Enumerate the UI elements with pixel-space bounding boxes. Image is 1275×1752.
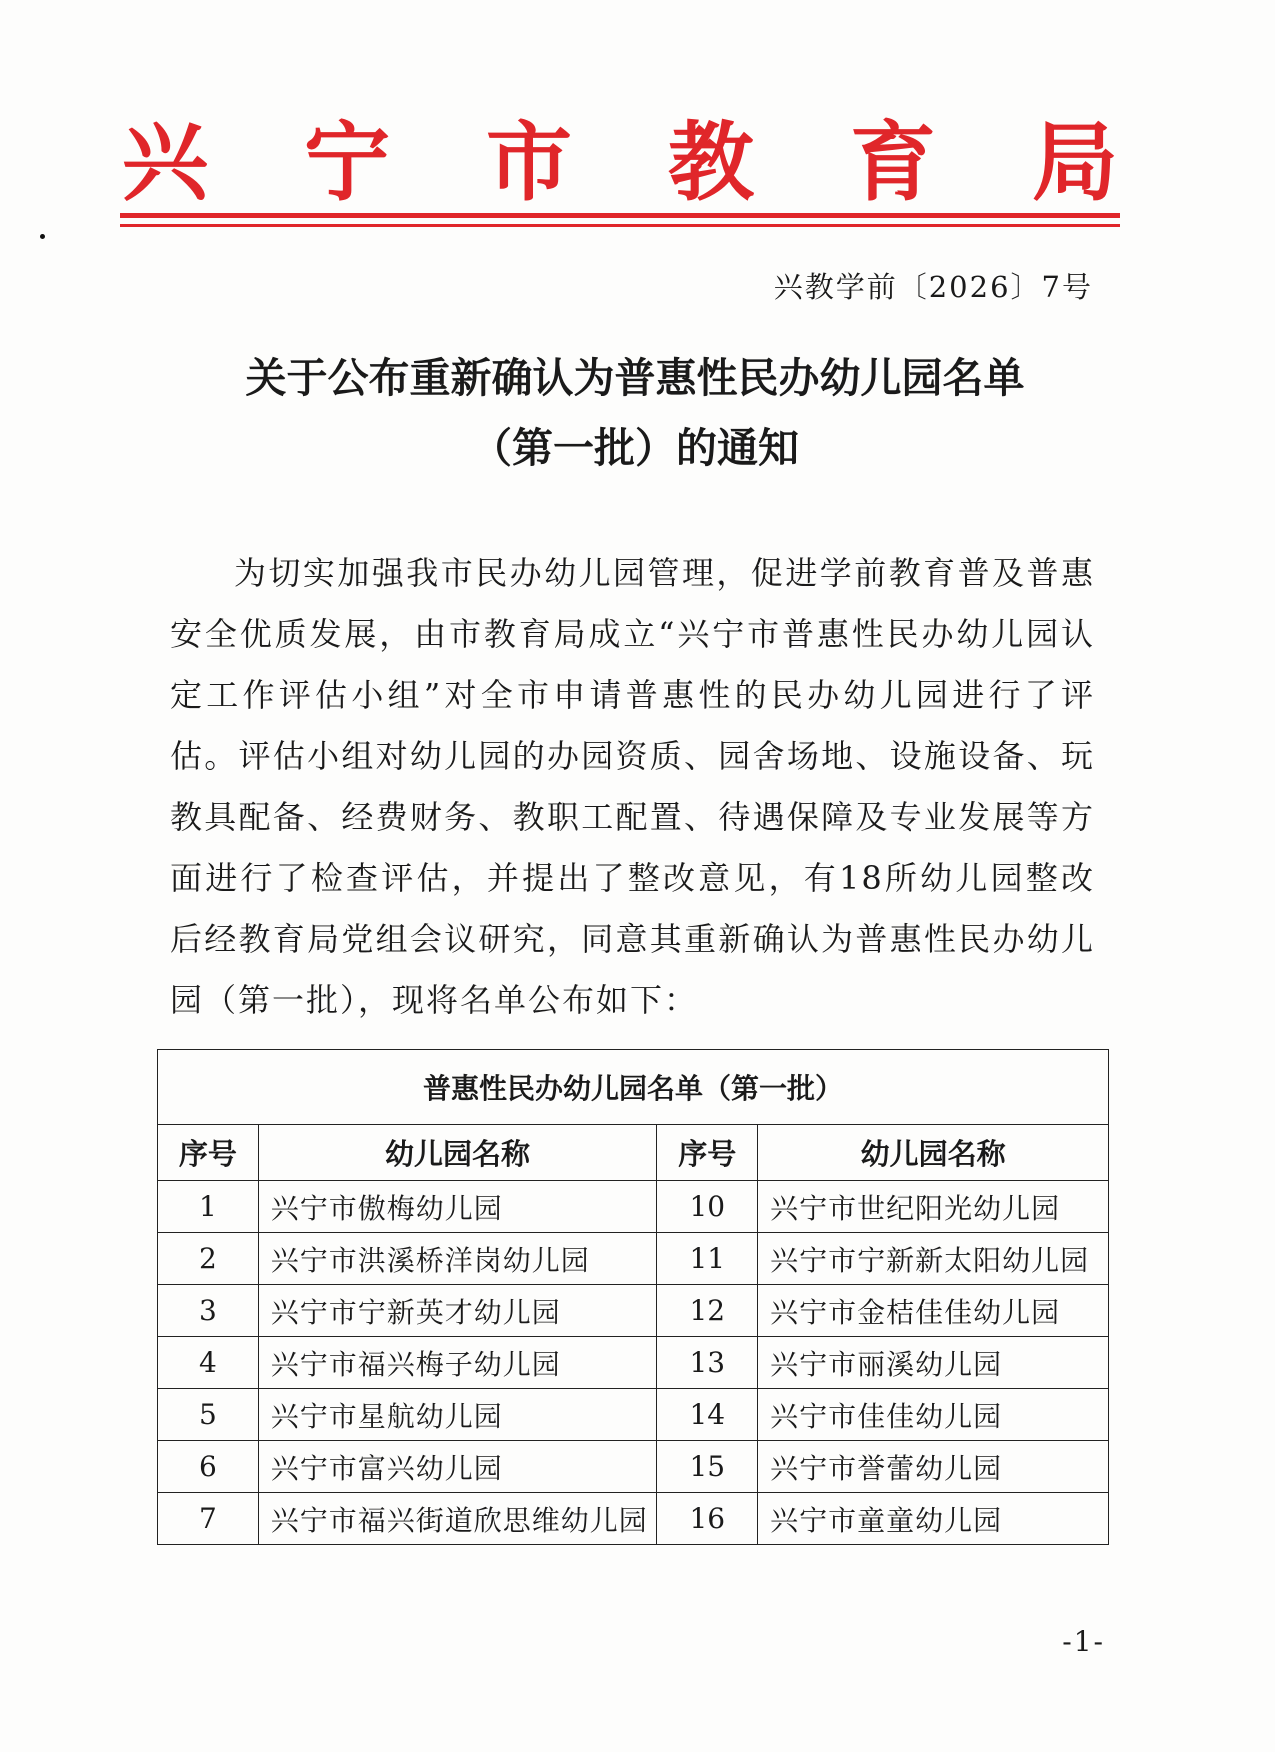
document-number: 兴教学前〔2026〕7号 bbox=[773, 270, 1093, 304]
organization-header bbox=[120, 100, 1120, 213]
table-row bbox=[158, 1389, 1109, 1441]
row-seq: 2 bbox=[158, 1233, 259, 1285]
page-number: -1- bbox=[1062, 1625, 1105, 1658]
kindergarten-name: 兴宁市宁新英才幼儿园 bbox=[258, 1285, 657, 1337]
header-char: 市 bbox=[486, 112, 572, 213]
kindergarten-name: 兴宁市傲梅幼儿园 bbox=[258, 1181, 657, 1233]
column-header: 幼儿园名称 bbox=[258, 1125, 657, 1181]
table-row bbox=[158, 1493, 1109, 1545]
table-row bbox=[158, 1285, 1109, 1337]
table-header-row bbox=[158, 1125, 1109, 1181]
body-paragraph: 为切实加强我市民办幼儿园管理，促进学前教育普及普惠安全优质发展，由市教育局成立“兴宁市普惠性民办幼儿园认定工作评估小组”对全市申请普惠性的民办幼儿园进行了评估。评估小组对幼儿园的办园资质、园舍场地、设施设备、玩教具配备、经费财务、教职工配置、待遇保障及专业发展等方面进行了检查评估，并提出了整改意见，有18所幼儿园整改后经教育局党组会议研究，同意其重新确认为普惠性民办幼儿园（第一批），现将名单公布如下： bbox=[170, 554, 1095, 1019]
header-char: 育 bbox=[850, 112, 936, 213]
table-row bbox=[158, 1441, 1109, 1493]
row-seq: 1 bbox=[158, 1181, 259, 1233]
kindergarten-name: 兴宁市丽溪幼儿园 bbox=[758, 1337, 1109, 1389]
row-seq: 12 bbox=[657, 1285, 758, 1337]
kindergarten-name: 兴宁市福兴梅子幼儿园 bbox=[258, 1337, 657, 1389]
scan-speck bbox=[40, 234, 45, 239]
document-title-line-2: （第一批）的通知 bbox=[471, 424, 799, 472]
header-char: 局 bbox=[1032, 112, 1118, 213]
row-seq: 10 bbox=[657, 1181, 758, 1233]
document-title-line-1: 关于公布重新确认为普惠性民办幼儿园名单 bbox=[245, 354, 1025, 402]
header-char: 教 bbox=[668, 112, 754, 213]
header-char: 兴 bbox=[122, 112, 208, 213]
kindergarten-list-table bbox=[157, 1049, 1109, 1545]
header-divider-thin bbox=[120, 224, 1120, 227]
column-header: 序号 bbox=[158, 1125, 259, 1181]
row-seq: 4 bbox=[158, 1337, 259, 1389]
row-seq: 3 bbox=[158, 1285, 259, 1337]
table-row bbox=[158, 1233, 1109, 1285]
header-char: 宁 bbox=[304, 112, 390, 213]
kindergarten-name: 兴宁市童童幼儿园 bbox=[758, 1493, 1109, 1545]
kindergarten-name: 兴宁市洪溪桥洋岗幼儿园 bbox=[258, 1233, 657, 1285]
row-seq: 7 bbox=[158, 1493, 259, 1545]
row-seq: 11 bbox=[657, 1233, 758, 1285]
kindergarten-name: 兴宁市佳佳幼儿园 bbox=[758, 1389, 1109, 1441]
row-seq: 15 bbox=[657, 1441, 758, 1493]
column-header: 幼儿园名称 bbox=[758, 1125, 1109, 1181]
header-divider-thick bbox=[120, 213, 1120, 218]
kindergarten-name: 兴宁市宁新新太阳幼儿园 bbox=[758, 1233, 1109, 1285]
kindergarten-name: 兴宁市誉蕾幼儿园 bbox=[758, 1441, 1109, 1493]
kindergarten-name: 兴宁市星航幼儿园 bbox=[258, 1389, 657, 1441]
table-row bbox=[158, 1337, 1109, 1389]
row-seq: 14 bbox=[657, 1389, 758, 1441]
kindergarten-name: 兴宁市富兴幼儿园 bbox=[258, 1441, 657, 1493]
row-seq: 13 bbox=[657, 1337, 758, 1389]
row-seq: 6 bbox=[158, 1441, 259, 1493]
column-header: 序号 bbox=[657, 1125, 758, 1181]
table-row bbox=[158, 1181, 1109, 1233]
kindergarten-name: 兴宁市世纪阳光幼儿园 bbox=[758, 1181, 1109, 1233]
row-seq: 5 bbox=[158, 1389, 259, 1441]
kindergarten-name: 兴宁市金桔佳佳幼儿园 bbox=[758, 1285, 1109, 1337]
kindergarten-name: 兴宁市福兴街道欣思维幼儿园 bbox=[258, 1493, 657, 1545]
row-seq: 16 bbox=[657, 1493, 758, 1545]
table-caption: 普惠性民办幼儿园名单（第一批） bbox=[158, 1050, 1109, 1125]
